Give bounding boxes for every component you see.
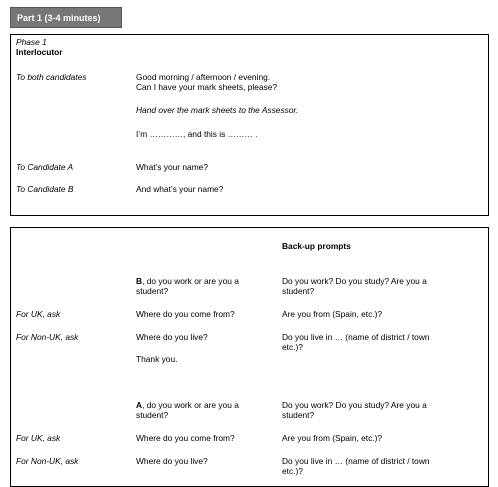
a-uk-label: For UK, ask [16,433,61,443]
question-name-b: And what’s your name? [136,184,224,194]
handover-instruction: Hand over the mark sheets to the Assessor. [136,105,299,115]
cue-candidate-b: To Candidate B [16,184,74,194]
a-work-prompt-line2: student? [282,410,315,420]
b-nonuk-label: For Non-UK, ask [16,332,79,342]
question-name-a: What’s your name? [136,162,208,172]
a-work-prompt: Do you work? Do you study? Are you a [282,400,427,410]
b-live-prompt-line2: etc.)? [282,342,303,352]
role-heading: Interlocutor [16,47,63,57]
part-title: Part 1 (3-4 minutes) [10,7,122,28]
cue-both-candidates: To both candidates [16,72,87,82]
b-live-prompt: Do you live in … (name of district / town [282,332,430,342]
b-origin-question: Where do you come from? [136,309,235,319]
phase-1-section [10,34,489,216]
backup-prompts-header: Back-up prompts [282,241,351,251]
candidate-a-letter: A [136,400,143,410]
backup-prompts-section [10,227,489,487]
b-origin-prompt: Are you from (Spain, etc.)? [282,309,383,319]
b-work-question [136,276,239,286]
b-uk-label: For UK, ask [16,309,61,319]
candidate-b-letter: B [136,276,143,286]
b-live-question: Where do you live? [136,332,208,342]
greeting-line: Good morning / afternoon / evening. [136,72,271,82]
a-work-question [136,400,239,410]
b-work-prompt: Do you work? Do you study? Are you a [282,276,427,286]
a-work-question-text: , do you work or are you a [142,400,239,410]
a-origin-prompt: Are you from (Spain, etc.)? [282,433,383,443]
b-work-question-text: , do you work or are you a [142,276,239,286]
a-nonuk-label: For Non-UK, ask [16,456,79,466]
b-work-prompt-line2: student? [282,286,315,296]
a-live-prompt: Do you live in … (name of district / town [282,456,430,466]
mark-sheets-request: Can I have your mark sheets, please? [136,82,278,92]
a-work-question-line2: student? [136,410,169,420]
phase-label: Phase 1 [16,37,47,47]
cue-candidate-a: To Candidate A [16,162,74,172]
a-origin-question: Where do you come from? [136,433,235,443]
introduction-line: I’m …………, and this is ……… . [136,129,258,139]
b-work-question-line2: student? [136,286,169,296]
b-thank-you: Thank you. [136,354,178,364]
a-live-question: Where do you live? [136,456,208,466]
a-live-prompt-line2: etc.)? [282,466,303,476]
